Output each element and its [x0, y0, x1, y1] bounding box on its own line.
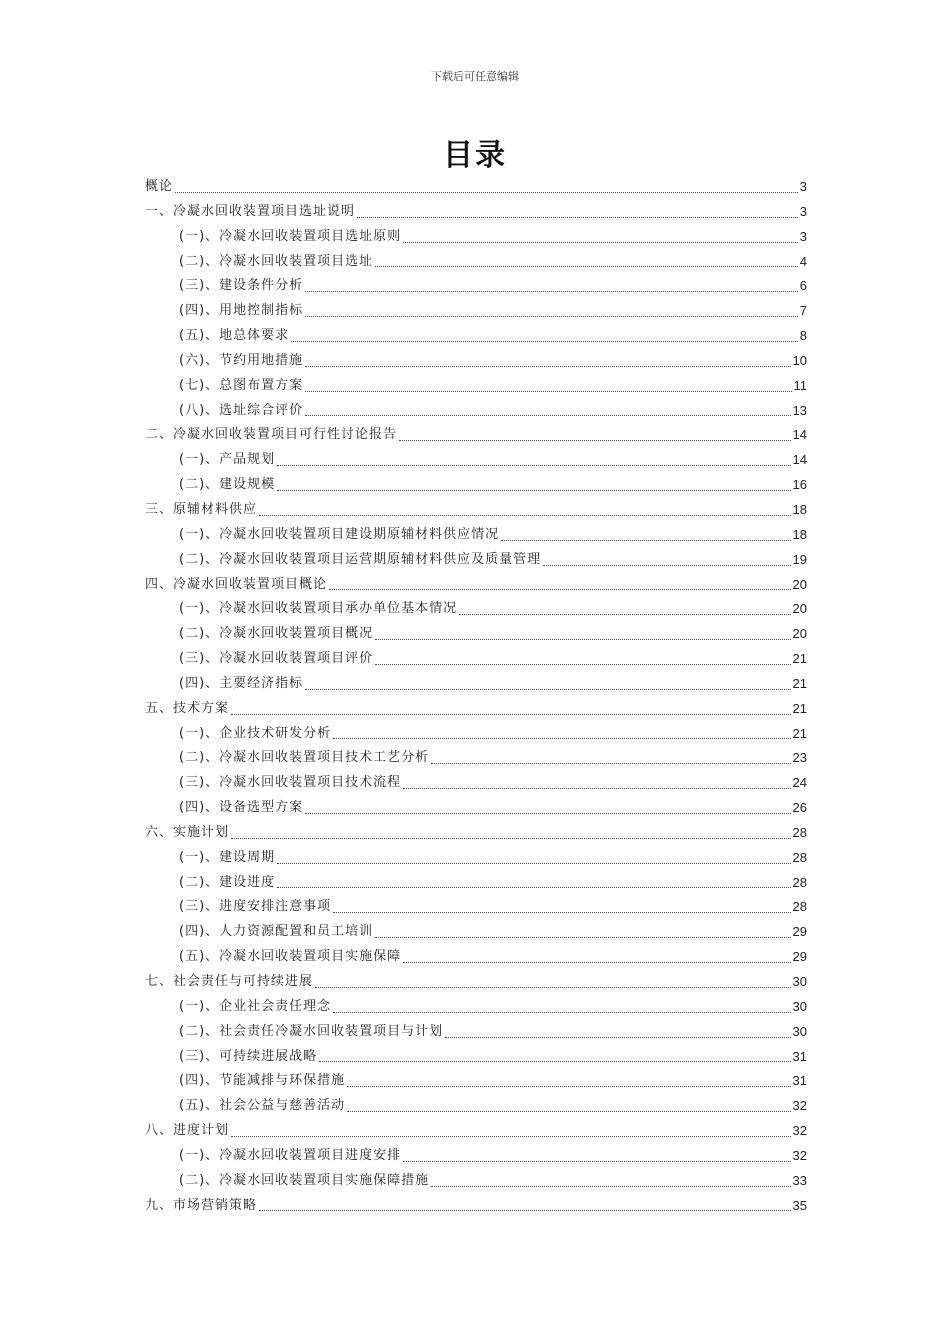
toc-entry-page: 13	[792, 402, 807, 418]
toc-dot-leader	[305, 812, 790, 814]
toc-dot-leader	[375, 265, 798, 267]
toc-entry[interactable]	[145, 523, 807, 548]
toc-entry-label: (四)、用地控制指标	[179, 303, 304, 319]
toc-entry-page: 32	[792, 1098, 807, 1114]
toc-entry-label: 八、进度计划	[145, 1123, 230, 1139]
toc-dot-leader	[347, 1110, 790, 1112]
toc-dot-leader	[231, 1135, 791, 1137]
toc-entry[interactable]	[145, 1094, 807, 1119]
toc-entry-page: 14	[792, 452, 807, 468]
toc-entry-page: 18	[792, 501, 807, 517]
toc-entry-label: (三)、建设条件分析	[179, 278, 304, 294]
toc-entry-label: (六)、节约用地措施	[179, 352, 304, 368]
toc-dot-leader	[333, 1011, 790, 1013]
toc-entry-label: (三)、冷凝水回收装置项目技术流程	[179, 775, 402, 791]
toc-entry-page: 28	[792, 874, 807, 890]
toc-entry-page: 31	[792, 1048, 807, 1064]
toc-entry[interactable]	[145, 672, 807, 697]
toc-dot-leader	[333, 911, 790, 913]
toc-entry-page: 26	[792, 800, 807, 816]
toc-entry[interactable]	[145, 1020, 807, 1045]
toc-entry-page: 19	[792, 551, 807, 567]
toc-entry-label: 二、冷凝水回收装置项目可行性讨论报告	[145, 427, 398, 443]
toc-entry[interactable]	[145, 895, 807, 920]
toc-entry-label: (三)、冷凝水回收装置项目评价	[179, 651, 374, 667]
toc-dot-leader	[403, 961, 790, 963]
toc-entry-label: (二)、建设进度	[179, 874, 276, 890]
toc-entry-label: (二)、冷凝水回收装置项目运营期原辅材料供应及质量管理	[179, 551, 542, 567]
header-note: 下载后可任意编辑	[431, 70, 519, 83]
toc-entry-label: (一)、冷凝水回收装置项目进度安排	[179, 1147, 402, 1163]
toc-entry-label: (五)、地总体要求	[179, 328, 290, 344]
toc-dot-leader	[399, 439, 791, 441]
toc-entry-page: 10	[792, 352, 807, 368]
toc-entry[interactable]	[145, 423, 807, 448]
toc-entry-label: (三)、进度安排注意事项	[179, 899, 332, 915]
toc-entry[interactable]	[145, 871, 807, 896]
toc-entry-page: 4	[799, 253, 807, 269]
toc-entry[interactable]	[145, 548, 807, 573]
toc-dot-leader	[259, 514, 791, 516]
toc-entry-label: (一)、建设周期	[179, 849, 276, 865]
toc-dot-leader	[305, 414, 790, 416]
toc-entry-page: 35	[792, 1197, 807, 1213]
toc-entry-page: 3	[799, 228, 807, 244]
toc-dot-leader	[231, 837, 791, 839]
toc-entry[interactable]	[145, 796, 807, 821]
toc-dot-leader	[315, 986, 791, 988]
toc-dot-leader	[403, 1160, 790, 1162]
toc-entry-label: (八)、选址综合评价	[179, 402, 304, 418]
toc-dot-leader	[375, 638, 790, 640]
toc-entry-page: 20	[792, 576, 807, 592]
toc-dot-leader	[277, 489, 790, 491]
toc-entry-label: 概论	[145, 179, 174, 194]
toc-entry-page: 18	[792, 526, 807, 542]
toc-entry[interactable]	[145, 647, 807, 672]
toc-entry[interactable]	[145, 250, 807, 275]
toc-dot-leader	[375, 936, 790, 938]
toc-entry-page: 21	[792, 725, 807, 741]
toc-dot-leader	[231, 713, 791, 715]
toc-entry-label: (二)、冷凝水回收装置项目实施保障措施	[179, 1172, 430, 1188]
toc-dot-leader	[291, 340, 798, 342]
page-title: 目录	[443, 138, 507, 173]
toc-entry[interactable]	[145, 622, 807, 647]
toc-entry-page: 7	[799, 303, 807, 319]
toc-entry[interactable]	[145, 274, 807, 299]
toc-entry-page: 28	[792, 849, 807, 865]
toc-entry-label: (一)、产品规划	[179, 452, 276, 468]
toc-entry-label: 一、冷凝水回收装置项目选址说明	[145, 203, 356, 219]
toc-entry-page: 16	[792, 477, 807, 493]
toc-entry-page: 30	[792, 974, 807, 989]
toc-entry-label: (二)、冷凝水回收装置项目概况	[179, 626, 374, 642]
toc-entry-page: 33	[792, 1172, 807, 1188]
toc-dot-leader	[175, 191, 798, 193]
toc-entry[interactable]	[145, 175, 807, 200]
toc-entry-page: 32	[792, 1147, 807, 1163]
toc-entry[interactable]	[145, 498, 807, 523]
toc-entry-page: 24	[792, 775, 807, 791]
toc-entry-label: (五)、社会公益与慈善活动	[179, 1098, 346, 1114]
toc-entry-page: 21	[792, 675, 807, 691]
toc-entry-label: (一)、企业技术研发分析	[179, 725, 332, 741]
toc-dot-leader	[347, 1085, 790, 1087]
toc-dot-leader	[305, 688, 790, 690]
toc-dot-leader	[333, 737, 790, 739]
toc-dot-leader	[277, 464, 790, 466]
toc-entry-label: 四、冷凝水回收装置项目概论	[145, 576, 328, 592]
toc-dot-leader	[277, 862, 790, 864]
toc-entry-page: 21	[792, 651, 807, 667]
table-of-contents	[145, 175, 807, 1218]
toc-entry-label: (一)、冷凝水回收装置项目选址原则	[179, 228, 402, 244]
toc-entry[interactable]	[145, 597, 807, 622]
toc-dot-leader	[277, 886, 790, 888]
toc-dot-leader	[357, 216, 798, 218]
toc-entry[interactable]	[145, 846, 807, 871]
toc-entry-label: (四)、节能减排与环保措施	[179, 1073, 346, 1089]
toc-entry[interactable]	[145, 573, 807, 598]
toc-entry-page: 14	[792, 427, 807, 443]
toc-entry-page: 29	[792, 949, 807, 965]
toc-entry[interactable]	[145, 349, 807, 374]
toc-dot-leader	[445, 1036, 790, 1038]
toc-entry-label: (二)、社会责任冷凝水回收装置项目与计划	[179, 1023, 444, 1039]
toc-entry-page: 11	[793, 377, 807, 393]
toc-entry-page: 29	[792, 924, 807, 940]
toc-dot-leader	[259, 1209, 791, 1211]
toc-entry-page: 3	[799, 203, 807, 219]
toc-entry[interactable]	[145, 1169, 807, 1194]
toc-dot-leader	[403, 787, 790, 789]
toc-entry-label: (二)、建设规模	[179, 477, 276, 493]
toc-entry-page: 30	[792, 998, 807, 1014]
toc-dot-leader	[459, 613, 790, 615]
toc-entry-page: 28	[792, 824, 807, 840]
toc-entry[interactable]	[145, 1194, 807, 1219]
toc-entry-page: 28	[792, 899, 807, 915]
toc-entry[interactable]	[145, 1045, 807, 1070]
toc-entry-page: 21	[792, 700, 807, 716]
toc-entry-page: 20	[792, 626, 807, 642]
toc-dot-leader	[305, 290, 798, 292]
toc-dot-leader	[431, 762, 790, 764]
toc-entry-page: 31	[792, 1073, 807, 1089]
toc-dot-leader	[305, 365, 790, 367]
toc-entry[interactable]	[145, 970, 807, 995]
toc-entry[interactable]	[145, 995, 807, 1020]
toc-entry-label: 五、技术方案	[145, 700, 230, 716]
toc-entry-label: (二)、冷凝水回收装置项目技术工艺分析	[179, 750, 430, 766]
toc-entry-label: (三)、可持续进展战略	[179, 1048, 318, 1064]
toc-entry-page: 8	[799, 328, 807, 344]
toc-dot-leader	[431, 1185, 790, 1187]
toc-entry-label: (一)、冷凝水回收装置项目建设期原辅材料供应情况	[179, 526, 500, 542]
toc-entry-page: 23	[792, 750, 807, 766]
toc-dot-leader	[543, 564, 790, 566]
toc-entry[interactable]	[145, 473, 807, 498]
toc-entry[interactable]	[145, 374, 807, 399]
toc-dot-leader	[305, 315, 798, 317]
toc-entry-label: (一)、冷凝水回收装置项目承办单位基本情况	[179, 601, 458, 617]
toc-entry-label: (四)、人力资源配置和员工培训	[179, 924, 374, 940]
toc-entry[interactable]	[145, 945, 807, 970]
toc-entry[interactable]	[145, 399, 807, 424]
toc-entry-page: 30	[792, 1023, 807, 1039]
toc-entry[interactable]	[145, 324, 807, 349]
toc-entry-page: 3	[799, 179, 807, 194]
toc-entry-label: 三、原辅材料供应	[145, 501, 258, 517]
toc-entry[interactable]	[145, 722, 807, 747]
toc-entry[interactable]	[145, 299, 807, 324]
toc-entry-label: (一)、企业社会责任理念	[179, 998, 332, 1014]
toc-entry-page: 20	[792, 601, 807, 617]
toc-entry[interactable]	[145, 1069, 807, 1094]
toc-entry[interactable]	[145, 746, 807, 771]
toc-entry-label: (七)、总图布置方案	[179, 377, 304, 393]
toc-entry-label: 六、实施计划	[145, 824, 230, 840]
toc-entry[interactable]	[145, 200, 807, 225]
toc-entry-label: 七、社会责任与可持续进展	[145, 974, 314, 989]
toc-dot-leader	[319, 1060, 790, 1062]
toc-entry-label: 九、市场营销策略	[145, 1197, 258, 1213]
toc-entry[interactable]	[145, 1119, 807, 1144]
toc-entry-label: (二)、冷凝水回收装置项目选址	[179, 253, 374, 269]
toc-entry-page: 6	[799, 278, 807, 294]
toc-dot-leader	[305, 390, 791, 392]
toc-dot-leader	[501, 539, 790, 541]
toc-entry[interactable]	[145, 1144, 807, 1169]
toc-entry[interactable]	[145, 920, 807, 945]
toc-entry-page: 32	[792, 1123, 807, 1139]
toc-entry-label: (五)、冷凝水回收装置项目实施保障	[179, 949, 402, 965]
toc-dot-leader	[403, 241, 798, 243]
toc-dot-leader	[329, 588, 791, 590]
toc-entry[interactable]	[145, 225, 807, 250]
toc-entry-label: (四)、设备选型方案	[179, 800, 304, 816]
toc-entry[interactable]	[145, 697, 807, 722]
toc-entry-label: (四)、主要经济指标	[179, 675, 304, 691]
toc-entry[interactable]	[145, 821, 807, 846]
toc-dot-leader	[375, 663, 790, 665]
toc-entry[interactable]	[145, 771, 807, 796]
toc-entry[interactable]	[145, 448, 807, 473]
